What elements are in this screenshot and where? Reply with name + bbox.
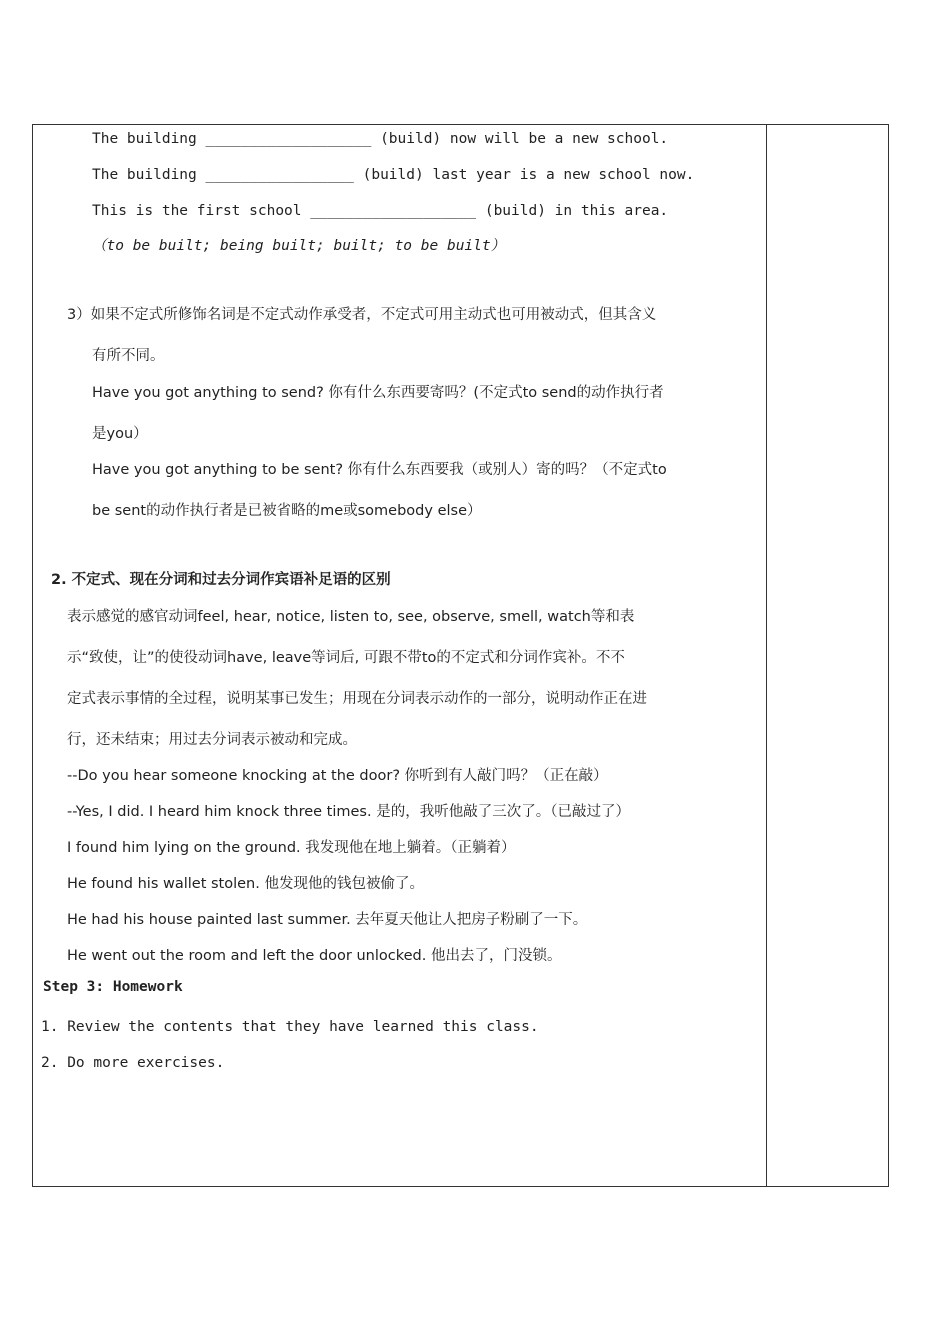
example-knocked: --Yes, I did. I heard him knock three times. 是的，我听他敲了三次了。（已敲过了） bbox=[67, 804, 630, 820]
example-knocking: --Do you hear someone knocking at the door? 你听到有人敲门吗？（正在敲） bbox=[67, 768, 608, 784]
example-unlocked: He went out the room and left the door unlocked. 他出去了，门没锁。 bbox=[67, 948, 562, 964]
passive-example-2: The building _________________ (build) last year is a new school now. bbox=[92, 167, 695, 183]
passive-example-3: This is the first school ___________________ (build) in this area. bbox=[92, 203, 669, 219]
rule-3-example-1-cont: 是you） bbox=[92, 426, 148, 442]
homework-item-1: 1. Review the contents that they have learned this class. bbox=[41, 1019, 539, 1035]
answer-key: （to be built; being built; built; to be built） bbox=[92, 238, 506, 254]
passive-example-1: The building ___________________ (build) now will be a new school. bbox=[92, 131, 669, 147]
lesson-content-cell bbox=[33, 125, 766, 1186]
section-2-paragraph-4: 行，还未结束；用过去分词表示被动和完成。 bbox=[67, 732, 357, 748]
rule-3-text-cont: 有所不同。 bbox=[92, 348, 165, 364]
column-divider bbox=[766, 125, 767, 1186]
section-2-paragraph-2: 示“致使，让”的使役动词have, leave等词后, 可跟不带to的不定式和分词作宾补。不不 bbox=[67, 650, 625, 666]
rule-3-example-2: Have you got anything to be sent? 你有什么东西要我（或别人）寄的吗？（不定式to bbox=[92, 462, 667, 478]
section-2-paragraph-1: 表示感觉的感官动词feel, hear, notice, listen to, see, observe, smell, watch等和表 bbox=[67, 609, 635, 625]
example-lying: I found him lying on the ground. 我发现他在地上躺着。（正躺着） bbox=[67, 840, 516, 856]
lesson-table bbox=[32, 124, 889, 1187]
step-3-heading: Step 3: Homework bbox=[43, 979, 183, 995]
section-2-paragraph-3: 定式表示事情的全过程，说明某事已发生；用现在分词表示动作的一部分，说明动作正在进 bbox=[67, 691, 647, 707]
rule-3-text: 3）如果不定式所修饰名词是不定式动作承受者，不定式可用主动式也可用被动式，但其含义 bbox=[67, 307, 657, 323]
homework-item-2: 2. Do more exercises. bbox=[41, 1055, 225, 1071]
example-stolen: He found his wallet stolen. 他发现他的钱包被偷了。 bbox=[67, 876, 424, 892]
rule-3-example-1: Have you got anything to send? 你有什么东西要寄吗？(不定式to send的动作执行者 bbox=[92, 385, 664, 401]
section-2-heading: 2. 不定式、现在分词和过去分词作宾语补足语的区别 bbox=[51, 572, 391, 588]
rule-3-example-2-cont: be sent的动作执行者是已被省略的me或somebody else） bbox=[92, 503, 482, 519]
example-painted: He had his house painted last summer. 去年夏天他让人把房子粉刷了一下。 bbox=[67, 912, 588, 928]
